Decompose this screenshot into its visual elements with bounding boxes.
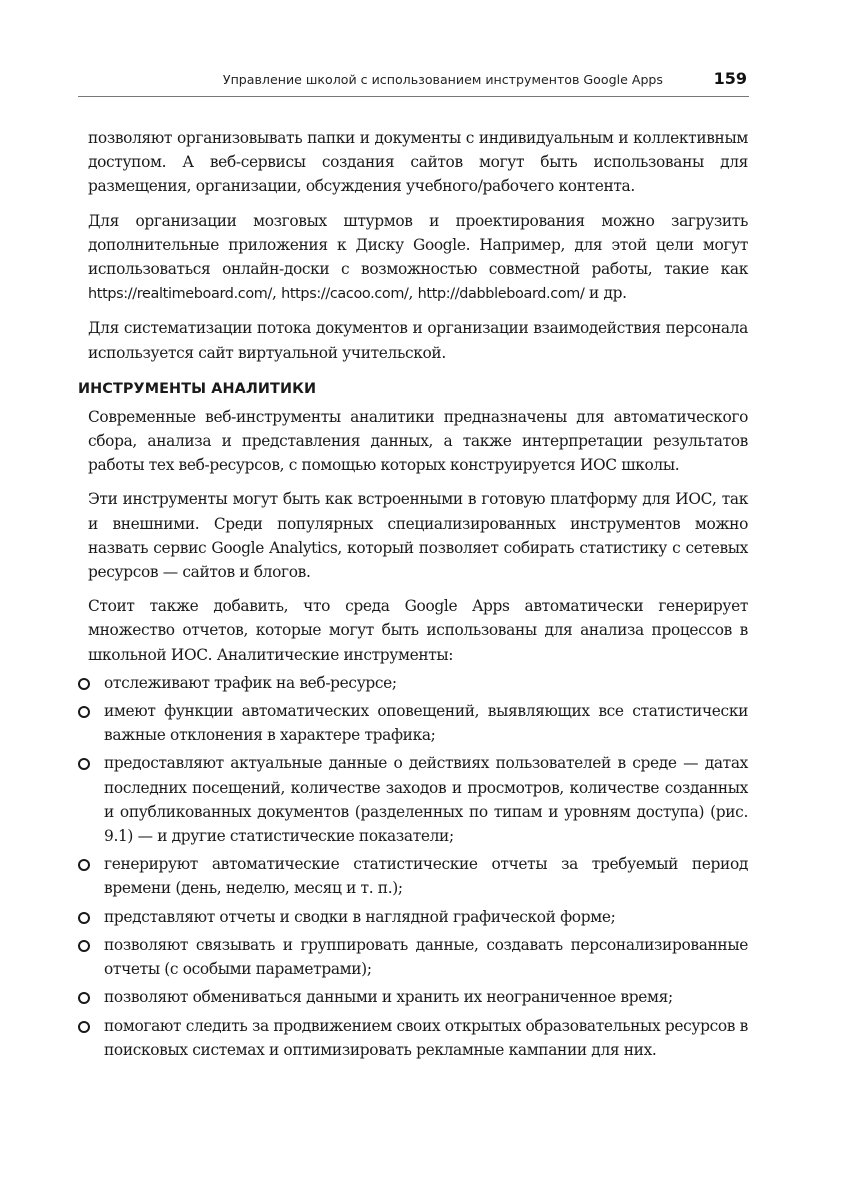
- page-number: 159: [713, 69, 747, 88]
- url-dabbleboard: http://dabbleboard.com/: [417, 286, 585, 303]
- list-item: [78, 671, 748, 695]
- hollow-circle-bullet-icon: [78, 859, 90, 871]
- paragraph: [88, 209, 748, 307]
- list-item-text: представляют отчеты и сводки в наглядной графической форме;: [104, 907, 616, 926]
- url-realtimeboard: https://realtimeboard.com/: [88, 286, 272, 303]
- list-item-text: генерируют автоматические статистические отчеты за требуемый период времени (день, неделю, месяц и т. п.);: [104, 855, 748, 898]
- list-item: [78, 985, 748, 1009]
- list-item-text: предоставляют актуальные данные о действиях пользователей в среде — датах последних посещений, количестве заходов и просмотров, количестве созданных и опубликованных документов (разделенных по типам и уровням доступа) (рис. 9.1) — и другие статистические показатели;: [104, 754, 748, 846]
- separator: ,: [408, 284, 418, 303]
- list-item: [78, 699, 748, 747]
- paragraph: Стоит также добавить, что среда Google Apps автоматически генерирует множество отчетов, которые могут быть использованы для анализа процессов в школьной ИОС. Аналитические инструменты:: [88, 597, 748, 664]
- list-item-text: позволяют обмениваться данными и хранить их неограниченное время;: [104, 988, 673, 1007]
- list-item: [78, 905, 748, 929]
- running-header: [78, 68, 749, 97]
- hollow-circle-bullet-icon: [78, 678, 90, 690]
- list-item: [78, 1014, 748, 1062]
- paragraph: Современные веб-инструменты аналитики предназначены для автоматического сбора, анализа и представления данных, а также интерпретации результатов работы тех веб-ресурсов, с помощью которых конструируется ИОС школы.: [88, 407, 748, 475]
- separator: ,: [271, 284, 282, 303]
- list-item: [78, 852, 748, 900]
- paragraph-tail: и др.: [584, 284, 627, 303]
- paragraph: Для систематизации потока документов и организации взаимодействия персонала используется сайт виртуальной учительской.: [88, 319, 748, 362]
- hollow-circle-bullet-icon: [78, 1021, 90, 1033]
- bullet-list: [78, 671, 748, 1062]
- list-item-text: позволяют связывать и группировать данные, создавать персонализированные отчеты (с особыми параметрами);: [104, 935, 748, 979]
- list-item: [78, 751, 748, 848]
- hollow-circle-bullet-icon: [78, 912, 90, 924]
- hollow-circle-bullet-icon: [78, 940, 90, 952]
- paragraph-text: Для организации мозговых штурмов и проектирования можно загрузить дополнительные приложения к Диску Google. Например, для этой цели могут использоваться онлайн-доски с возможностью совместной работы, такие как: [88, 211, 748, 279]
- list-item-text: отслеживают трафик на веб-ресурсе;: [104, 673, 397, 692]
- list-item: [78, 933, 748, 981]
- list-item-text: имеют функции автоматических оповещений, выявляющих все статистически важные отклонения в характере трафика;: [104, 702, 748, 745]
- section-heading: ИНСТРУМЕНТЫ АНАЛИТИКИ: [78, 380, 317, 397]
- hollow-circle-bullet-icon: [78, 758, 90, 770]
- hollow-circle-bullet-icon: [78, 706, 90, 718]
- body-text: [78, 126, 748, 1066]
- paragraph: позволяют организовывать папки и документы с индивидуальным и коллективным доступом. А веб-сервисы создания сайтов могут быть использованы для размещения, организации, обсуждения учебного/рабочего контента.: [88, 129, 748, 196]
- list-item-text: помогают следить за продвижением своих открытых образовательных ресурсов в поисковых системах и оптимизировать рекламные кампании для них.: [104, 1016, 748, 1059]
- paragraph: Эти инструменты могут быть как встроенными в готовую платформу для ИОС, так и внешними. Среди популярных специализированных инструментов можно назвать сервис Google Analytics, который позволяет собирать статистику с сетевых ресурсов — сайтов и блогов.: [88, 490, 748, 582]
- header-title: Управление школой с использованием инструментов Google Apps: [222, 72, 663, 87]
- url-cacoo: https://cacoo.com/: [281, 286, 409, 303]
- hollow-circle-bullet-icon: [78, 992, 90, 1004]
